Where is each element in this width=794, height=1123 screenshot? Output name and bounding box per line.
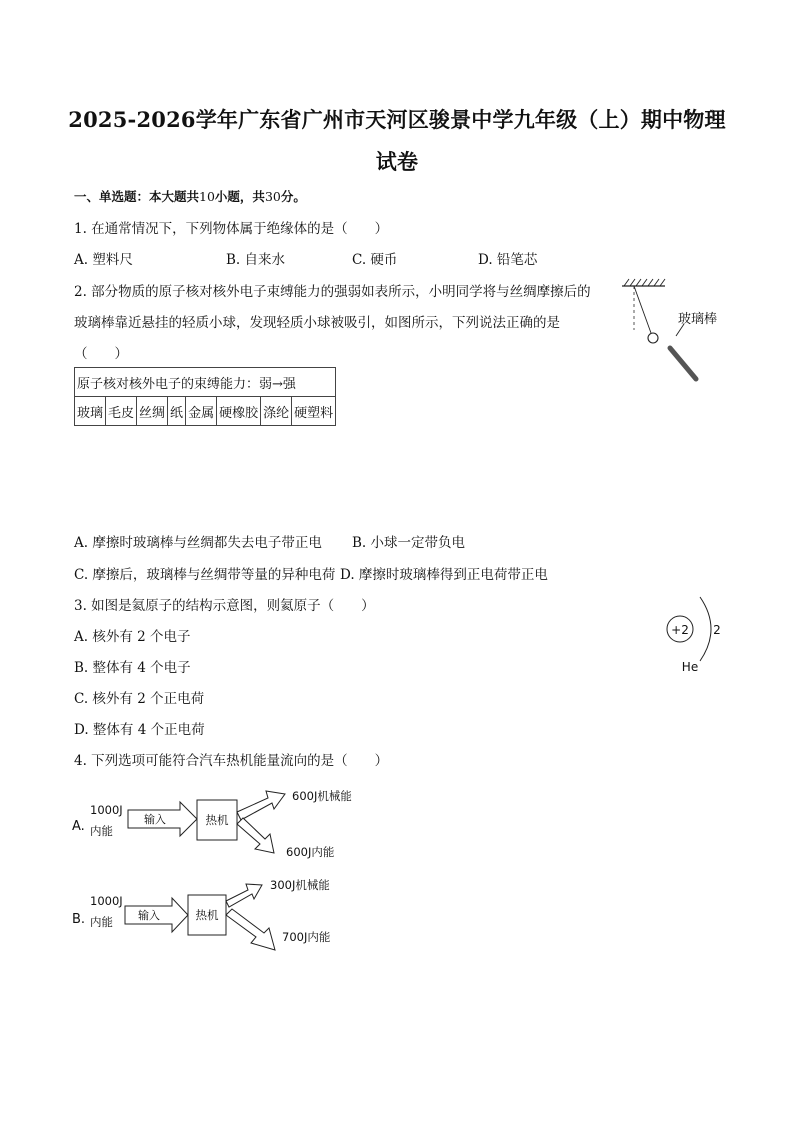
q1-option-a[interactable]: A. 塑料尺	[74, 252, 133, 268]
diagram-a-input-type: 内能	[90, 824, 113, 838]
mechanical-energy-arrow-icon	[226, 884, 262, 907]
q3-option-d[interactable]: D. 整体有 4 个正电荷	[74, 722, 205, 738]
table-cell: 玻璃	[75, 397, 106, 426]
element-symbol: He	[681, 660, 699, 674]
diagram-a-output-internal: 600J内能	[286, 845, 335, 859]
internal-energy-arrow-icon	[237, 818, 274, 853]
glass-rod-icon	[670, 348, 696, 379]
section-heading-prefix: 一、单选题：本大题共	[74, 189, 200, 204]
table-cell: 金属	[186, 397, 217, 426]
energy-flow-diagram-b[interactable]	[60, 873, 380, 963]
table-cell: 纸	[168, 397, 186, 426]
diagram-b-input-type: 内能	[90, 915, 113, 929]
diagram-b-output-mechanical: 300J机械能	[270, 878, 330, 892]
q3-option-c[interactable]: C. 核外有 2 个正电荷	[74, 691, 205, 707]
q2-option-c[interactable]: C. 摩擦后，玻璃棒与丝绸带等量的异种电荷	[74, 567, 336, 583]
diagram-a-output-mechanical: 600J机械能	[292, 789, 352, 803]
q2-stem-line2: 玻璃棒靠近悬挂的轻质小球，发现轻质小球被吸引，如图所示，下列说法正确的是	[74, 315, 560, 331]
q1-option-b[interactable]: B. 自来水	[226, 252, 286, 268]
internal-energy-arrow-icon	[226, 909, 275, 950]
diagram-b-engine-label: 热机	[195, 908, 219, 922]
light-ball-icon	[648, 333, 658, 343]
table-cell: 丝绸	[137, 397, 168, 426]
glass-rod-label: 玻璃棒	[678, 312, 718, 327]
q2-stem-line3: （ ）	[74, 346, 128, 362]
table-row	[75, 397, 336, 426]
diagram-a-input-label: 输入	[144, 813, 166, 826]
section-points: 30	[264, 189, 281, 204]
q1-option-c[interactable]: C. 硬币	[352, 252, 398, 268]
mechanical-energy-arrow-icon	[237, 791, 285, 820]
q2-stem-line1: 2. 部分物质的原子核对核外电子束缚能力的强弱如表所示，小明同学将与丝绸摩擦后的	[74, 284, 591, 300]
q2-pendulum-figure	[610, 276, 740, 386]
diagram-b-input-amount: 1000J	[90, 894, 123, 908]
exam-title-line2: 试卷	[375, 149, 419, 174]
q2-option-b[interactable]: B. 小球一定带负电	[352, 535, 466, 551]
diagram-b-output-internal: 700J内能	[282, 930, 331, 944]
table-cell: 硬橡胶	[217, 397, 261, 426]
q1-stem: 1. 在通常情况下，下列物体属于绝缘体的是（ ）	[74, 221, 389, 237]
diagram-b-letter: B.	[72, 912, 86, 927]
diagram-a-input-amount: 1000J	[90, 803, 123, 817]
table-header-row	[75, 368, 336, 397]
table-cell: 毛皮	[106, 397, 137, 426]
nucleus-charge: +2	[671, 623, 689, 637]
section-heading	[74, 187, 306, 205]
q3-stem: 3. 如图是氦原子的结构示意图，则氦原子（ ）	[74, 598, 375, 614]
section-heading-mid: 小题，共	[214, 189, 265, 204]
energy-flow-diagram-a[interactable]	[60, 782, 380, 872]
binding-ability-table	[74, 367, 336, 426]
helium-atom-figure	[660, 594, 740, 680]
q3-option-a[interactable]: A. 核外有 2 个电子	[74, 629, 191, 645]
table-header-cell: 原子核对核外电子的束缚能力：弱→强	[75, 368, 336, 397]
q4-stem: 4. 下列选项可能符合汽车热机能量流向的是（ ）	[74, 753, 389, 769]
electron-shell-icon	[700, 597, 711, 661]
q2-option-a[interactable]: A. 摩擦时玻璃棒与丝绸都失去电子带正电	[74, 535, 322, 551]
diagram-a-letter: A.	[72, 819, 85, 834]
diagram-a-engine-label: 热机	[205, 813, 229, 827]
section-question-count: 10	[199, 189, 215, 204]
section-heading-suffix: 分。	[280, 189, 306, 204]
q3-option-b[interactable]: B. 整体有 4 个电子	[74, 660, 191, 676]
diagram-b-input-label: 输入	[138, 909, 160, 922]
shell-electron-count: 2	[713, 623, 721, 637]
exam-title-line1: 2025-2026学年广东省广州市天河区骏景中学九年级（上）期中物理	[68, 107, 726, 132]
q2-option-d[interactable]: D. 摩擦时玻璃棒得到正电荷带正电	[340, 567, 548, 583]
q1-option-d[interactable]: D. 铅笔芯	[478, 252, 538, 268]
table-cell: 硬塑料	[292, 397, 336, 426]
table-cell: 涤纶	[261, 397, 292, 426]
